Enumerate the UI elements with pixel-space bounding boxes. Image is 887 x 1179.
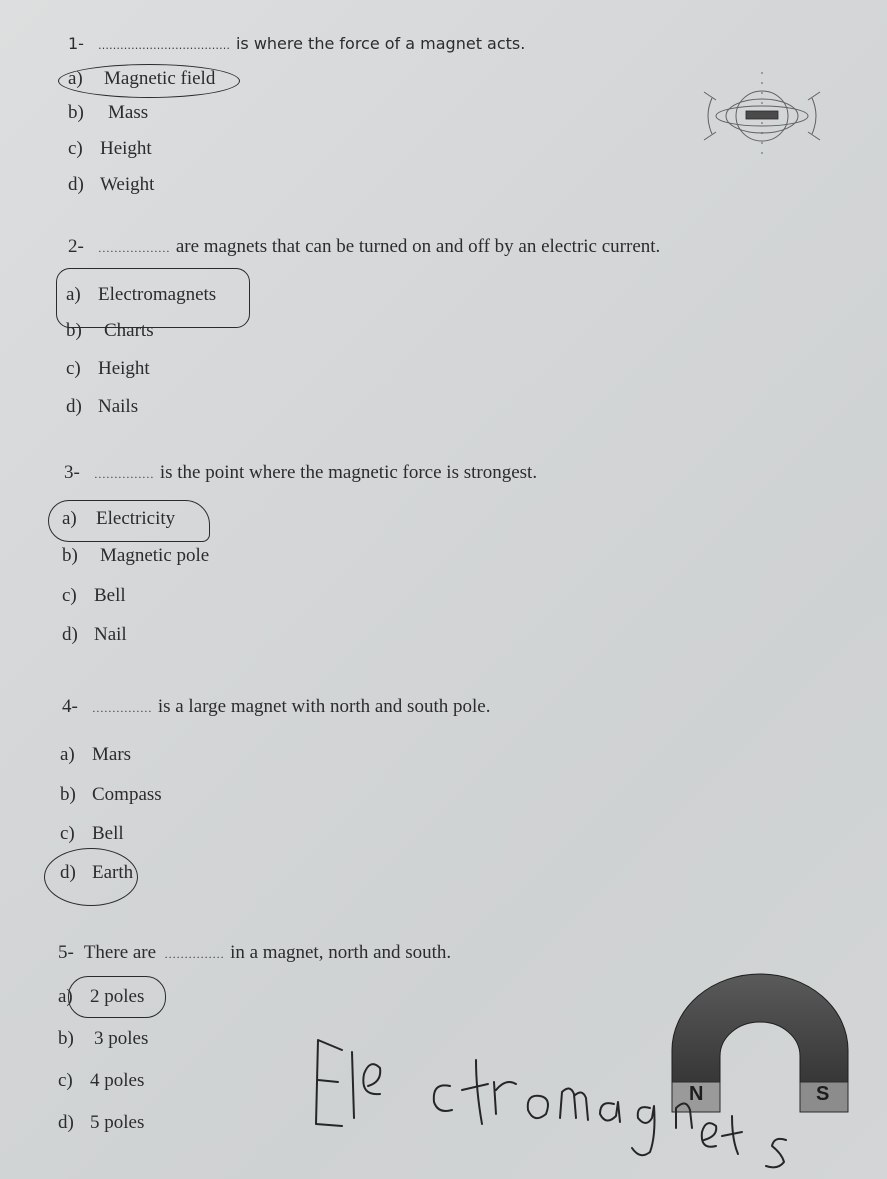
option-1a: a) Magnetic field: [68, 68, 216, 89]
option-label: Bell: [94, 585, 126, 606]
question-prefix: There are: [83, 942, 157, 963]
option-5a: a) 2 poles: [58, 986, 145, 1007]
option-2a: a) Electromagnets: [66, 284, 217, 305]
question-text: are magnets that can be turned on and off by an electric current.: [175, 236, 661, 257]
option-1c: c) Height: [68, 138, 152, 159]
option-label: Weight: [100, 174, 155, 195]
option-4d: d) Earth: [60, 862, 134, 883]
option-label: 5 poles: [90, 1112, 145, 1133]
option-label: 2 poles: [90, 986, 145, 1007]
option-label: Height: [100, 138, 152, 159]
option-label: Compass: [92, 784, 162, 805]
option-label: Bell: [92, 823, 124, 844]
option-label: Nail: [94, 624, 127, 645]
option-label: Mass: [108, 102, 149, 123]
option-2d: d) Nails: [66, 396, 139, 417]
answer-blank: ……………: [91, 701, 152, 715]
option-5b: b) 3 poles: [58, 1028, 149, 1049]
answer-blank: ……………: [93, 467, 154, 481]
option-5d: d) 5 poles: [58, 1112, 145, 1133]
option-3d: d) Nail: [62, 624, 127, 645]
option-label: Magnetic pole: [100, 545, 210, 566]
option-label: Magnetic field: [104, 68, 216, 89]
option-2b: b) Charts: [66, 320, 154, 341]
option-1d: d) Weight: [68, 174, 155, 195]
option-4a: a) Mars: [60, 744, 132, 765]
option-4c: c) Bell: [60, 823, 124, 844]
south-pole-label: S: [816, 1083, 830, 1105]
answer-blank: ………………………………: [97, 39, 230, 52]
option-label: Mars: [92, 744, 132, 765]
option-label: Nails: [98, 396, 139, 417]
question-text: is the point where the magnetic force is strongest.: [159, 462, 538, 483]
option-2c: c) Height: [66, 358, 150, 379]
option-label: Charts: [104, 320, 154, 341]
answer-blank: ……………: [164, 947, 225, 961]
question-number: 5-: [58, 942, 74, 963]
option-label: Height: [98, 358, 150, 379]
question-text: in a magnet, north and south.: [230, 942, 452, 963]
option-label: Earth: [92, 862, 134, 883]
answer-blank: ………………: [97, 241, 170, 255]
question-text: is where the force of a magnet acts.: [235, 34, 526, 53]
option-3c: c) Bell: [62, 585, 126, 606]
option-4b: b) Compass: [60, 784, 162, 805]
option-label: 3 poles: [94, 1028, 149, 1049]
question-text: is a large magnet with north and south pole.: [157, 696, 491, 717]
option-label: 4 poles: [90, 1070, 145, 1091]
question-number: 4-: [62, 696, 78, 717]
question-number: 2-: [68, 236, 84, 257]
option-1b: b) Mass: [68, 102, 149, 123]
option-label: Electromagnets: [98, 284, 217, 305]
north-pole-label: N: [689, 1083, 704, 1105]
question-number: 1-: [68, 34, 84, 53]
option-5c: c) 4 poles: [58, 1070, 145, 1091]
question-number: 3-: [64, 462, 80, 483]
option-3b: b) Magnetic pole: [62, 545, 210, 566]
option-3a: a) Electricity: [62, 508, 176, 529]
option-label: Electricity: [96, 508, 176, 529]
